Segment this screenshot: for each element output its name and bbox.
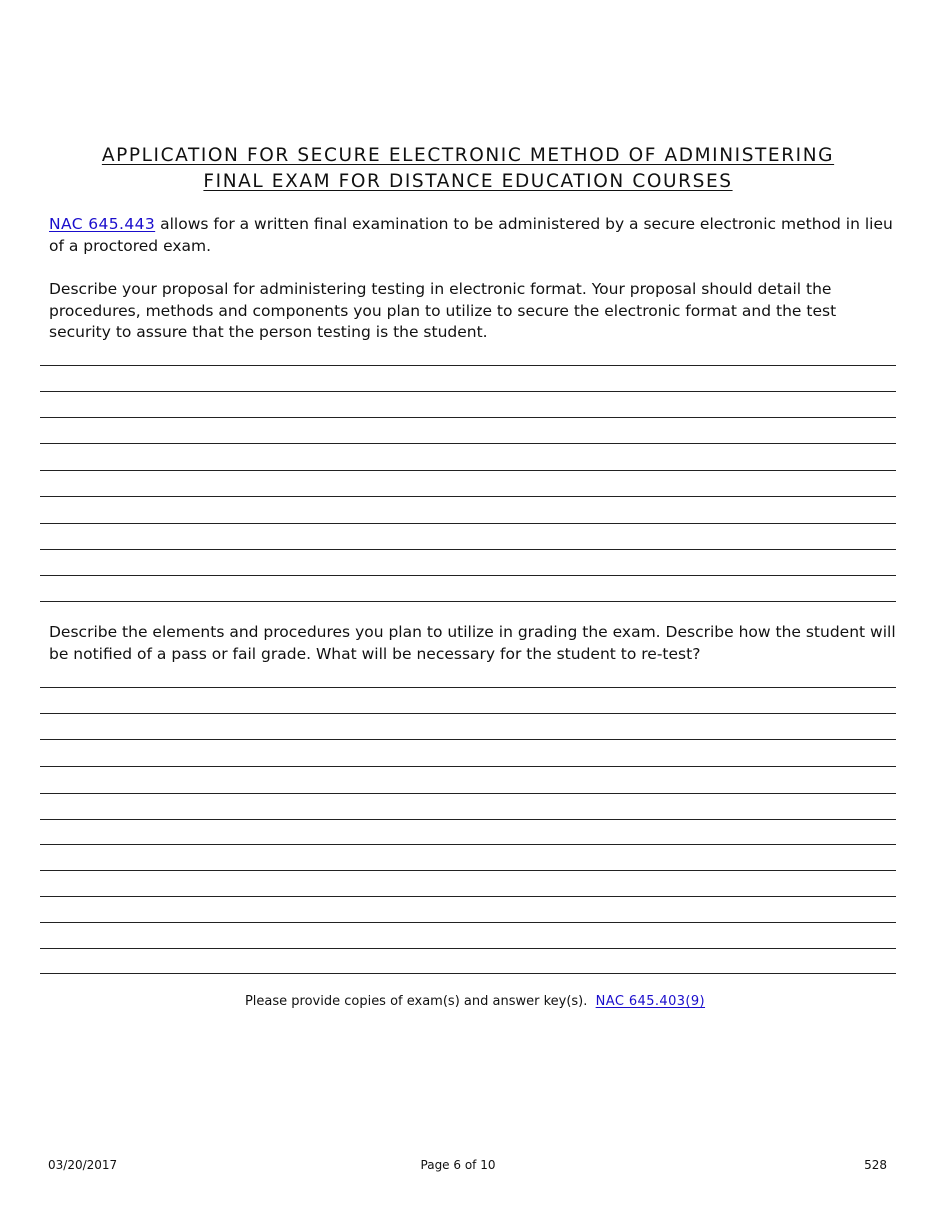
intro-paragraph [49,214,899,257]
answer-line [40,601,896,602]
title-line-2: FINAL EXAM FOR DISTANCE EDUCATION COURSES [203,171,733,192]
page-title [40,143,896,195]
answer-line [40,417,896,418]
copies-note-text: Please provide copies of exam(s) and answer key(s). [244,994,596,1009]
answer-line [40,922,896,923]
answer-line [40,470,896,471]
nac-645-443-link[interactable]: NAC 645.443 [49,215,156,233]
answer-line [40,365,896,366]
copies-note [0,993,950,1011]
answer-line [40,496,896,497]
answer-line [40,948,896,949]
title-line-1: APPLICATION FOR SECURE ELECTRONIC METHOD OF ADMINISTERING [101,145,835,166]
proposal-prompt: Describe your proposal for administering testing in electronic format. Your proposal should detail the procedures, methods and components you plan to utilize to secure the electronic format and the test security to assure that the person testing is the student. [49,280,837,341]
answer-line [40,575,896,576]
footer-form-number: 528 [864,1158,887,1172]
answer-line [40,844,896,845]
footer-date: 03/20/2017 [48,1158,118,1172]
answer-line [40,870,896,871]
answer-line [40,739,896,740]
answer-line [40,549,896,550]
answer-line [40,819,896,820]
answer-line [40,713,896,714]
answer-line [40,391,896,392]
answer-line [40,766,896,767]
answer-line [40,896,896,897]
footer-page-number: Page 6 of 10 [420,1158,496,1172]
grading-prompt: Describe the elements and procedures you plan to utilize in grading the exam. Describe how the student will be notified of a pass or fail grade. What will be necessary for the student to re-test? [49,623,896,663]
answer-line [40,687,896,688]
answer-line [40,973,896,974]
nac-645-403-link[interactable]: NAC 645.403(9) [595,994,706,1009]
answer-line [40,793,896,794]
answer-line [40,523,896,524]
answer-line [40,443,896,444]
intro-text: allows for a written final examination to be administered by a secure electronic method in lieu of a proctored exam. [49,215,893,255]
